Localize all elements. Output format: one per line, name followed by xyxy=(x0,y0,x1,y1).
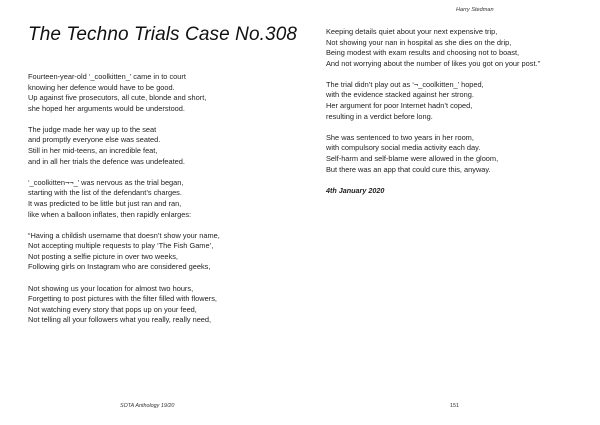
stanza xyxy=(28,231,220,273)
poem-line: But there was an app that could cure this, anyway. xyxy=(326,164,491,174)
stanza xyxy=(326,27,540,69)
poem-line: Not accepting multiple requests to play ‘The Fish Game’, xyxy=(28,241,214,251)
stanza xyxy=(326,133,540,175)
poem-line: she hoped her arguments would be understood. xyxy=(28,103,185,113)
poem-body-right xyxy=(326,27,540,195)
stanza xyxy=(28,284,220,326)
poem-date: 4th January 2020 xyxy=(326,185,385,195)
poem-line: “Having a childish username that doesn’t show your name, xyxy=(28,230,220,240)
poem-line: Up against five prosecutors, all cute, blonde and short, xyxy=(28,93,207,103)
author-running-head: Harry Stedman xyxy=(456,7,494,13)
poem-line: The trial didn’t play out as ‘¬_coolkitten_’ hoped, xyxy=(326,79,484,89)
poem-line: with the evidence stacked against her strong. xyxy=(326,90,474,100)
poem-line: and promptly everyone else was seated. xyxy=(28,135,161,145)
poem-line: resulting in a verdict before long. xyxy=(326,111,433,121)
right-page xyxy=(300,0,600,425)
poem-line: She was sentenced to two years in her room, xyxy=(326,132,474,142)
poem-line: Following girls on Instagram who are considered geeks, xyxy=(28,262,211,272)
stanza xyxy=(28,178,220,220)
poem-line: with compulsory social media activity each day. xyxy=(326,143,481,153)
poem-line: Forgetting to post pictures with the filter filled with flowers, xyxy=(28,294,217,304)
anthology-footer: SOTA Anthology 19/20 xyxy=(120,403,175,409)
poem-line: Not telling all your followers what you really, really need, xyxy=(28,315,212,325)
poem-line: It was predicted to be little but just ran and ran, xyxy=(28,198,182,208)
poem-line: Fourteen-year-old ‘_coolkitten_’ came in to court xyxy=(28,72,186,81)
poem-line: starting with the list of the defendant’s charges. xyxy=(28,188,182,198)
poem-line: Still in her mid-teens, an incredible feat, xyxy=(28,146,158,156)
poem-line: And not worrying about the number of likes you got on your post.” xyxy=(326,58,541,68)
poem-line: Not showing us your location for almost two hours, xyxy=(28,283,194,293)
poem-body-left xyxy=(28,72,220,336)
stanza xyxy=(326,80,540,122)
page-number: 151 xyxy=(450,403,459,409)
poem-line: Not posting a selfie picture in over two weeks, xyxy=(28,251,178,261)
poem-line: ‘_coolkitten¬¬_’ was nervous as the trial began, xyxy=(28,177,184,187)
poem-line: Being modest with exam results and choosing not to boast, xyxy=(326,48,520,58)
poem-title: The Techno Trials Case No.308 xyxy=(28,24,298,45)
poem-line: knowing her defence would have to be good. xyxy=(28,82,175,92)
poem-line: like when a balloon inflates, then rapidly enlarges: xyxy=(28,209,192,219)
poem-line: Her argument for poor Internet hadn’t coped, xyxy=(326,101,473,111)
poem-line: and in all her trials the defence was undefeated. xyxy=(28,156,185,166)
poem-line: Not watching every story that pops up on your feed, xyxy=(28,304,197,314)
poem-line: Self-harm and self-blame were allowed in the gloom, xyxy=(326,153,499,163)
poem-line: The judge made her way up to the seat xyxy=(28,124,157,134)
stanza xyxy=(28,72,220,114)
stanza xyxy=(28,125,220,167)
poem-line: Not showing your nan in hospital as she dies on the drip, xyxy=(326,37,512,47)
poem-line: Keeping details quiet about your next expensive trip, xyxy=(326,27,498,36)
